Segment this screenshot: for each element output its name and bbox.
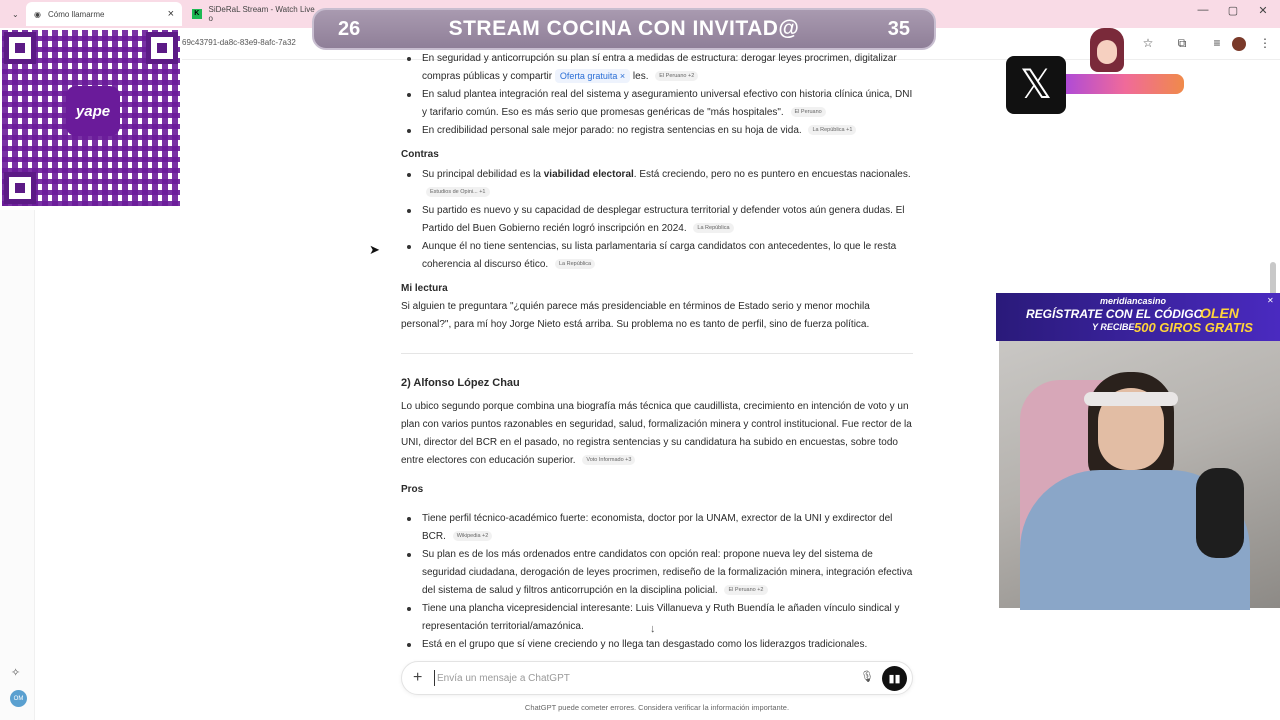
x-logo-icon: 𝕏	[1006, 56, 1066, 114]
citation-chip[interactable]: El Peruano	[791, 107, 826, 117]
ad-code: OLEN	[1200, 305, 1239, 321]
tab-sideral-stream[interactable]	[184, 2, 324, 26]
qr-finder-pattern	[4, 172, 36, 204]
kick-icon: K	[192, 9, 202, 19]
menu-icon[interactable]: ≡	[1213, 36, 1221, 50]
banner-title: STREAM COCINA CON INVITAD@	[448, 17, 800, 40]
pros-list-previous	[401, 50, 913, 140]
list-item: En credibilidad personal sale mejor parado: no registra sentencias en su hoja de vida. La República +1	[401, 122, 913, 140]
ad-line1: REGÍSTRATE CON EL CÓDIGO	[1026, 307, 1203, 321]
avatar-sticker-face	[1097, 40, 1117, 64]
offer-badge[interactable]: Oferta gratuita ×	[555, 69, 630, 83]
qr-finder-pattern	[146, 32, 178, 64]
arrow-down-icon[interactable]: ↓	[650, 623, 656, 635]
mi-lectura-text: Si alguien te preguntara "¿quién parece más presidenciable en términos de Estado serio y menor mochila personal?", para mí hoy Jorge Nieto está arriba. Su problema no es tanto de perfil, sino de fuerza política.	[401, 301, 870, 330]
close-window-button[interactable]: ✕	[1258, 5, 1268, 17]
close-icon: ✕	[1267, 296, 1274, 305]
citation-chip[interactable]: Voto Informado +3	[582, 455, 635, 465]
banner-left-number: 26	[338, 17, 361, 40]
maximize-button[interactable]: ▢	[1227, 5, 1239, 17]
chevron-down-icon: ⌄	[12, 9, 19, 19]
message-input[interactable]	[434, 670, 844, 686]
pros-heading: Pros	[401, 484, 424, 495]
tab-label: SiDeRaL Stream - Watch Live o	[208, 5, 315, 23]
list-item: Está en el grupo que sí viene creciendo y no llega tan desgastado como los liderazgos tradicionales.	[401, 636, 913, 654]
citation-chip[interactable]: La República	[555, 259, 595, 269]
citation-chip[interactable]: Estudios de Opini... +1	[426, 187, 490, 197]
star-icon[interactable]: ☆	[1142, 36, 1154, 50]
ad-brand: meridiancasino	[1100, 296, 1167, 306]
citation-chip[interactable]: Wikipedia +2	[453, 531, 493, 541]
contras-heading: Contras	[401, 149, 439, 160]
qr-finder-pattern	[4, 32, 36, 64]
list-item: Su principal debilidad es la viabilidad electoral. Está creciendo, pero no es puntero en encuestas nacionales. Estudios de Opini... +1	[401, 166, 913, 202]
globe-icon: ◉	[34, 9, 41, 19]
citation-chip[interactable]: La República +1	[808, 125, 856, 135]
list-item: Tiene perfil técnico-académico fuerte: economista, doctor por la UNAM, exrector de la UNI y exdirector del BCR. Wikipedia +2	[401, 510, 913, 546]
mi-lectura-heading: Mi lectura	[401, 283, 448, 294]
citation-chip[interactable]: El Peruano +2	[655, 71, 698, 81]
social-gradient-bar	[1066, 74, 1184, 94]
tab-label: Cómo llamarme	[47, 9, 105, 19]
extension-icon[interactable]: ⧉	[1177, 36, 1187, 50]
microphone-icon[interactable]: 🎙	[860, 671, 874, 683]
list-item: En salud plantea integración real del sistema y aseguramiento universal efectivo con historia clínica única, DNI y tarifario común. Eso es más serio que promesas genéricas de "más hospitales". El Peruano	[401, 86, 913, 122]
url-text[interactable]: 69c43791-da8c-83e9-8afc-7a32	[182, 38, 296, 47]
list-item: Su plan es de los más ordenados entre candidatos con opción real: propone nueva ley del sistema de seguridad ciudadana, derogación de leyes procrimen, rediseño de la formalización minera, integración efectiva del sistema de salud y filtros anticorrupción en la disciplina policial. El Peruano +2	[401, 546, 913, 600]
sparkle-icon[interactable]: ✧	[11, 667, 21, 679]
close-icon[interactable]: ×	[167, 8, 174, 20]
list-item: Su partido es nuevo y su capacidad de desplegar estructura territorial y defender votos aún genera dudas. El Partido del Buen Gobierno recién logró inscripción en 2024. La República	[401, 202, 913, 238]
webcam-microphone	[1196, 468, 1244, 558]
ad-bonus: 500 GIROS GRATIS	[1134, 320, 1253, 335]
mouse-cursor-icon: ➤	[369, 242, 380, 257]
banner-right-number: 35	[887, 17, 910, 40]
list-item: Tiene una plancha vicepresidencial interesante: Luis Villanueva y Ruth Buendía le añaden vínculo sindical y representación territorial/amazónica.	[401, 600, 913, 636]
profile-avatar[interactable]	[1232, 37, 1246, 51]
ad-line2: Y RECIBE	[1092, 322, 1135, 332]
list-item: En seguridad y anticorrupción su plan sí entra a medidas de estructura: derogar leyes procrimen, digitalizar compras públicas y compartir Oferta gratuita × les. El Peruano +2	[401, 50, 913, 86]
tab-list-button[interactable]	[4, 2, 27, 26]
citation-chip[interactable]: El Peruano +2	[724, 585, 767, 595]
chat-content-top	[401, 50, 913, 140]
section-paragraph: Lo ubico segundo porque combina una biografía más técnica que caudillista, crecimiento en intención de voto y un plan con varios puntos razonables en seguridad, salud, formalización minera y control institucional. Fue rector de la UNI, director del BCR en el pasado, no registra sentencias y su candidatura ha subido en encuestas, sobre todo entre electores con educación superior. Voto Informado +3	[401, 401, 912, 466]
user-avatar[interactable]: OM	[10, 690, 27, 707]
contras-list	[401, 166, 913, 274]
section-divider	[401, 353, 913, 354]
citation-chip[interactable]: La República	[693, 223, 733, 233]
tab-como-llamarme[interactable]	[26, 2, 182, 26]
minimize-button[interactable]: —	[1197, 4, 1209, 16]
more-icon[interactable]: ⋮	[1259, 36, 1271, 50]
webcam-headset	[1084, 392, 1178, 406]
stream-banner	[312, 8, 936, 50]
list-item: Aunque él no tiene sentencias, su lista parlamentaria sí carga candidatos con antecedentes, lo que le resta coherencia al discurso ético. La República	[401, 238, 913, 274]
disclaimer-footer: ChatGPT puede cometer errores. Considera verificar la información importante.	[524, 703, 790, 712]
section-heading: 2) Alfonso López Chau	[401, 377, 520, 389]
yape-logo: yape	[66, 86, 120, 136]
voice-mode-icon[interactable]: ▮▮	[882, 666, 907, 691]
plus-icon[interactable]: +	[413, 669, 423, 686]
pros-list	[401, 510, 913, 654]
